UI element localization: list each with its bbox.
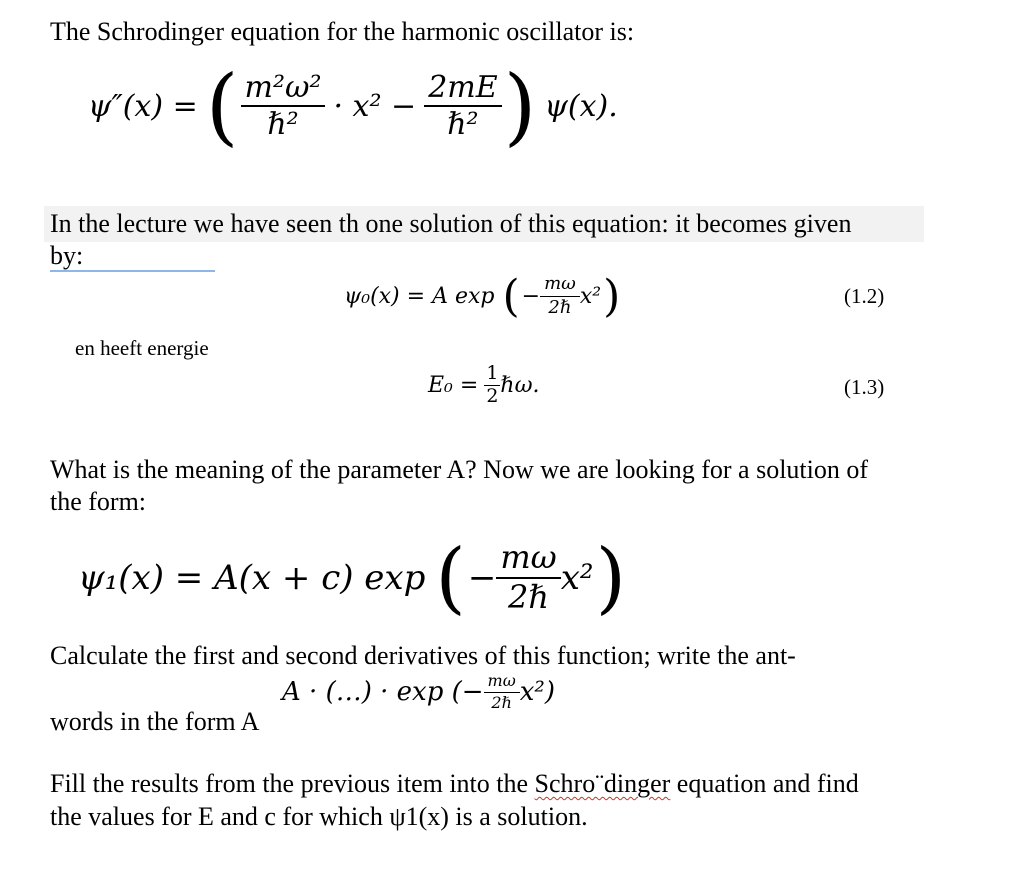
intro-text: The Schrodinger equation for the harmonic oscillator is: [50, 17, 635, 46]
eq-psi0-lhs: ψ₀(x) = A exp [344, 283, 495, 309]
question-line-1: What is the meaning of the parameter A? Now we are looking for a solution of [50, 455, 869, 484]
eq-psi0-frac [540, 272, 580, 318]
eq-psi1-tail: x² [560, 558, 594, 598]
eq-label-1-3: (1.3) [844, 375, 885, 399]
calc-line-1: Calculate the first and second derivatives of this function; write the ant- [50, 641, 796, 670]
spellcheck-word[interactable]: Schro¨dinger [534, 769, 671, 798]
selection-underline [50, 270, 215, 272]
eq-e0-tail: ℏω. [500, 372, 540, 398]
calc-line-2: words in the form A [50, 707, 260, 736]
eq-main-frac2-num: 2mE [424, 72, 501, 108]
eq-main-frac2 [424, 69, 501, 142]
e0-equation [428, 354, 540, 416]
schrodinger-equation [88, 57, 618, 155]
eq-psi0-minus: − [521, 283, 541, 309]
eq-psi0-frac-num: mω [540, 275, 580, 297]
eq-psi1-frac [496, 538, 560, 616]
energy-label: en heeft energie [75, 336, 209, 360]
psi0-left-paren: ( [502, 270, 520, 322]
eq-main-rhs: ψ(x). [544, 88, 618, 124]
eq-main-frac1-num: m²ω² [241, 72, 326, 108]
psi0-right-paren: ) [603, 270, 621, 322]
psi1-equation [78, 530, 626, 626]
eq-psi1-frac-den: 2ℏ [508, 578, 550, 616]
question-line-2: the form: [50, 487, 147, 516]
eq-psi0-frac-den: 2ℏ [548, 296, 572, 318]
psi1-left-paren: ( [435, 533, 466, 623]
fill-line-1-post: equation and find [670, 769, 859, 798]
eq-psi1-lhs: ψ₁(x) = A(x + c) exp [78, 558, 426, 598]
eq-label-1-2: (1.2) [844, 284, 885, 308]
eq-main-frac1-den: ℏ² [267, 107, 299, 142]
form-frac-den: 2ℏ [491, 692, 512, 712]
eq-main-lhs: ψ″(x) = [88, 88, 198, 124]
form-frac-num: mω [484, 673, 520, 693]
eq-main-frac2-den: ℏ² [447, 107, 479, 142]
eq-main-mid: · x² − [333, 88, 417, 124]
form-tail: x²) [519, 677, 555, 707]
right-paren: ) [503, 57, 537, 155]
eq-e0-lhs: E₀ = [428, 372, 479, 398]
eq-psi1-minus: − [467, 558, 497, 598]
eq-e0-frac-num: 1 [486, 361, 499, 384]
eq-psi0-tail: x² [579, 283, 602, 309]
left-paren: ( [205, 57, 239, 155]
eq-e0-frac [484, 361, 500, 407]
form-expression [282, 668, 555, 716]
eq-e0-frac-den: 2 [486, 384, 499, 407]
psi1-right-paren: ) [595, 533, 626, 623]
lecture-line-2: by: [50, 241, 84, 270]
lecture-line-1: In the lecture we have seen th one solution of this equation: it becomes given [50, 209, 852, 238]
psi0-equation [344, 266, 620, 326]
eq-main-frac1 [241, 69, 326, 142]
form-expr: A · (…) · exp (− [282, 677, 484, 707]
form-frac [484, 670, 520, 712]
eq-psi1-frac-num: mω [496, 541, 560, 579]
fill-line-1-pre: Fill the results from the previous item into the [50, 769, 535, 798]
fill-line-1 [50, 768, 859, 800]
fill-line-2: the values for E and c for which ψ1(x) is a solution. [50, 802, 588, 831]
